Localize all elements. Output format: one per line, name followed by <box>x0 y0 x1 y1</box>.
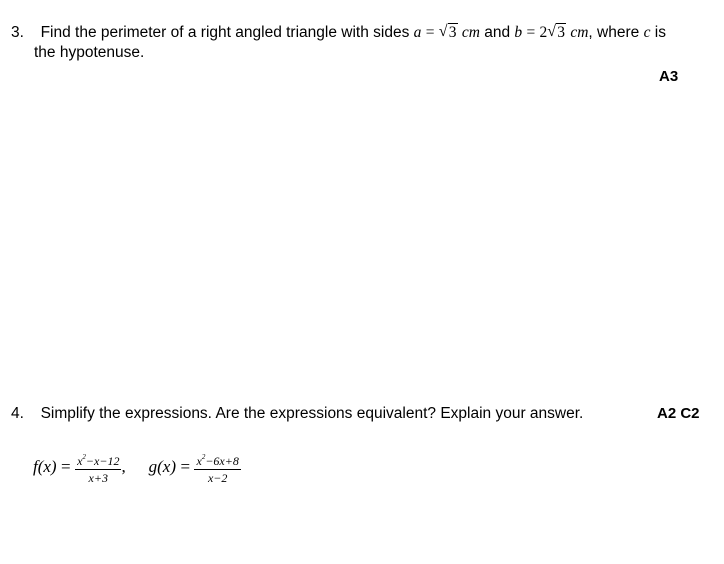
comma: , <box>121 457 126 477</box>
var-a: a <box>413 24 422 41</box>
radical-icon: √ <box>438 23 448 40</box>
marks-q3: A3 <box>659 68 679 85</box>
equals-sign: = <box>425 24 435 41</box>
comma: , <box>588 24 593 41</box>
question-4 <box>11 404 583 424</box>
question-text: Simplify the expressions. Are the expressions equivalent? Explain your answer. <box>40 405 584 422</box>
f-denominator: x+3 <box>88 471 108 485</box>
marks-q4: A2 C2 <box>657 405 700 422</box>
b-coefficient: 2 <box>539 24 548 41</box>
question-text: Find the perimeter of a right angled triangle with sides <box>40 24 410 41</box>
equals-sign: = <box>526 24 536 41</box>
f-label: f(x) <box>33 457 57 477</box>
var-c: c <box>643 24 651 41</box>
radical-icon: √ <box>547 23 557 40</box>
equals-sign: = <box>180 457 191 477</box>
var-b: b <box>514 24 523 41</box>
unit-cm: cm <box>461 24 480 41</box>
question-text-line-2: the hypotenuse. <box>34 44 145 61</box>
expressions <box>33 451 241 485</box>
sqrt-expression: √ 3 <box>438 23 457 41</box>
word-where: where <box>597 24 640 41</box>
question-3 <box>11 23 666 63</box>
f-numerator: $x^2-x-12$ <box>77 453 120 468</box>
question-number: 3. <box>11 24 24 41</box>
sqrt-expression: √ 3 <box>547 23 566 41</box>
question-number: 4. <box>11 405 24 422</box>
unit-cm: cm <box>570 24 589 41</box>
f-fraction <box>75 451 121 485</box>
equals-sign: = <box>61 457 71 477</box>
g-denominator: x−2 <box>207 471 228 485</box>
g-label: g(x) <box>148 457 176 477</box>
g-numerator: $x^2-6x+8$ <box>196 453 239 468</box>
word-and: and <box>484 24 511 41</box>
g-fraction <box>194 451 240 485</box>
word-is: is <box>654 24 666 41</box>
